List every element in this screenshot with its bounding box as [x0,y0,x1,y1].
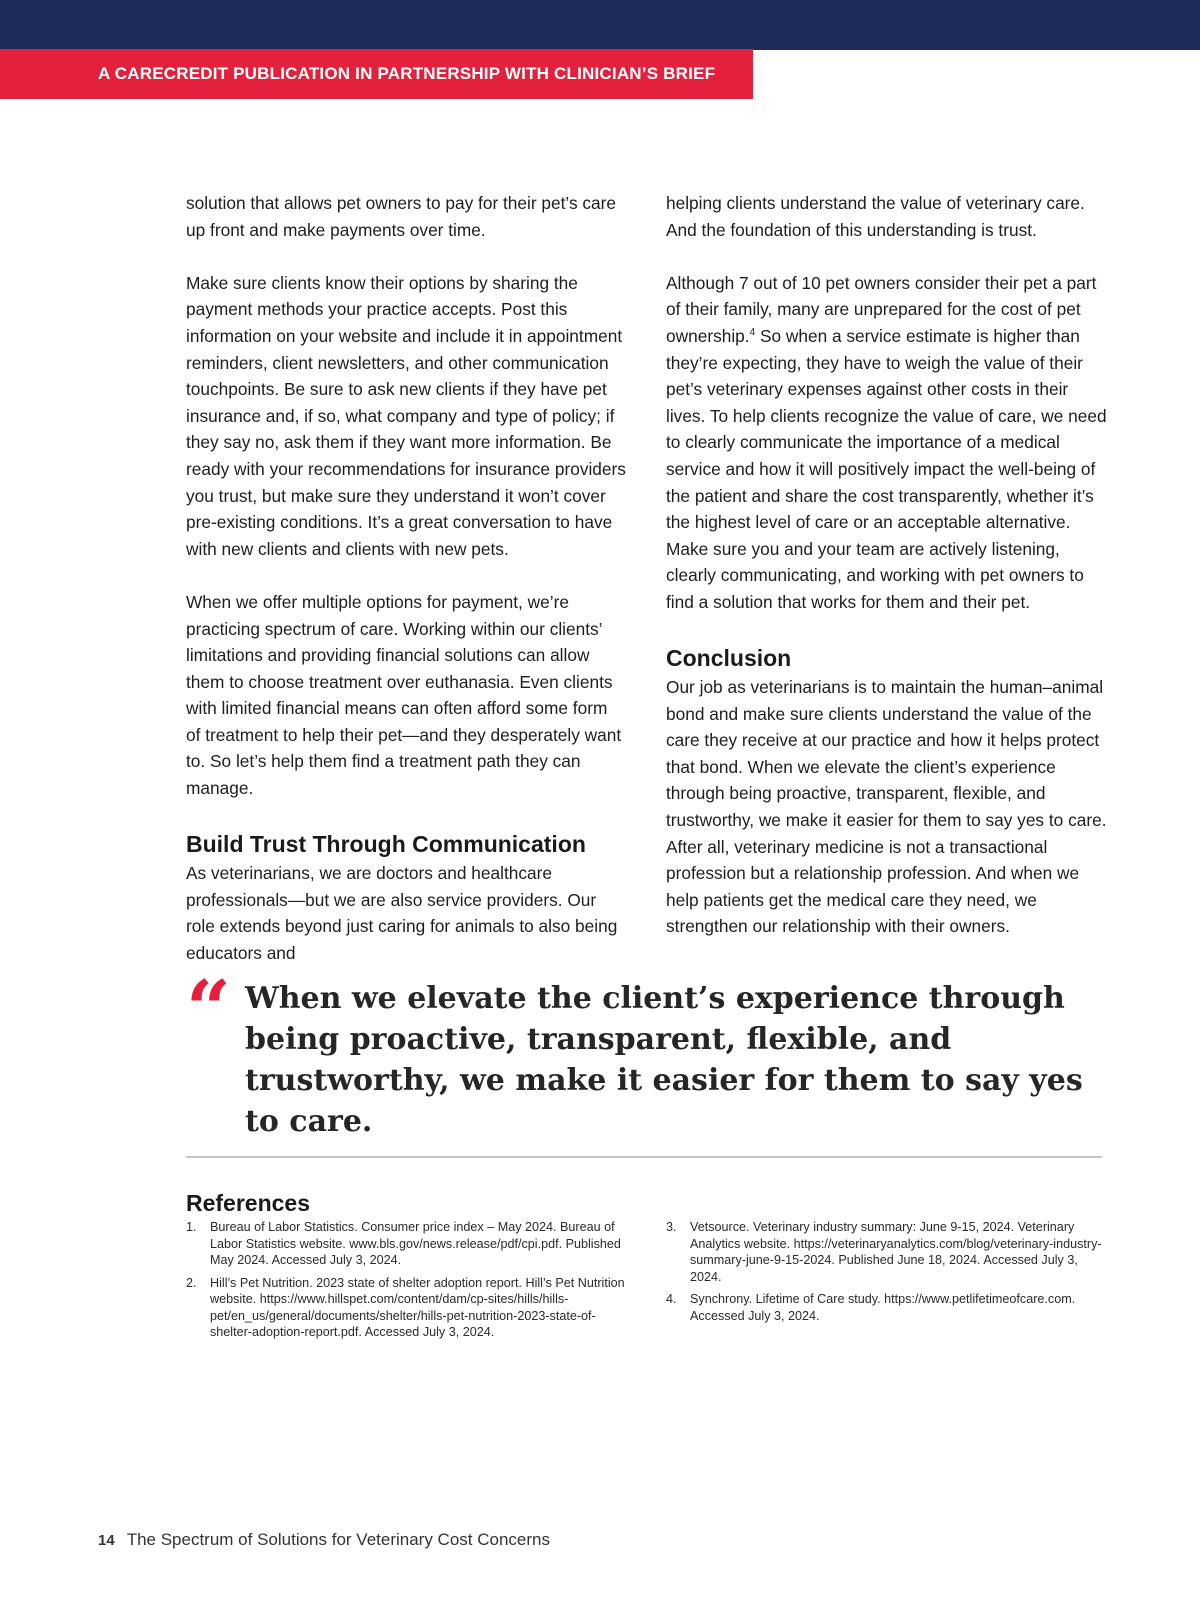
references-list-left [186,1219,626,1347]
right-paragraph-3: Our job as veterinarians is to maintain the human–animal bond and make sure clients understand the value of the care they receive at our practice and how it helps protect that bond. When we elevate the client’s experience through being proactive, transparent, flexible, and trustworthy, we make it easier for them to say yes to care. After all, veterinary medicine is not a transactional profession but a relationship profession. And when we help patients get the medical care they need, we strengthen our relationship with their owners. [666,677,1107,937]
reference-number: 4. [666,1292,677,1306]
publication-banner: A CARECREDIT PUBLICATION IN PARTNERSHIP WITH CLINICIAN’S BRIEF [0,49,753,99]
divider [186,1156,1102,1158]
page-number: 14 [98,1532,115,1549]
left-paragraph-3: When we offer multiple options for payment, we’re practicing spectrum of care. Working within our clients’ limitations and providing financial solutions can allow them to choose treatment over euthanasia. Even clients with limited financial means can often afford some form of treatment to help their pet—and they desperately want to. So let’s help them find a treatment path they can manage. [186,591,622,799]
citation-superscript: 4 [749,327,756,339]
reference-item [186,1275,626,1341]
reference-number: 2. [186,1275,197,1290]
left-paragraph-1: solution that allows pet owners to pay for their pet’s care up front and make payments over time. [186,193,617,240]
right-paragraph-2 [666,270,1112,616]
references-title: References [186,1190,311,1216]
section-heading-build-trust: Build Trust Through Communication [186,831,586,858]
top-navy-bar [0,0,1200,50]
pull-quote-text: When we elevate the client’s experience through being proactive, transparent, flexible, and trustworthy, we make it easier for them to say yes to care. [245,981,1083,1139]
left-paragraph-2: Make sure clients know their options by sharing the payment methods your practice accepts. Post this information on your website and include it in appointment reminders, client newsletters, and other communication touchpoints. Be sure to ask new clients if they have pet insurance and, if so, what company and type of policy; if they say no, ask them if they want more information. Be ready with your recommendations for insurance providers you trust, but make sure they understand it won’t cover pre-existing conditions. It’s a great conversation to have with new clients and clients with new pets. [186,272,626,559]
page-footer [98,1530,550,1550]
footer-title: The Spectrum of Solutions for Veterinary Cost Concerns [126,1530,550,1549]
left-paragraph-4: As veterinarians, we are doctors and healthcare professionals—but we are also service providers. Our role extends beyond just caring for animals to also being educators and [186,863,618,964]
reference-text: Vetsource. Veterinary industry summary: June 9-15, 2024. Veterinary Analytics website. https://veterinaryanalytics.com/blog/veterinary-industry-summary-june-9-15-2024. Published June 18, 2024. Accessed July 3, 2024. [690,1220,1102,1284]
reference-number: 1. [186,1220,197,1234]
reference-number: 3. [666,1220,677,1234]
reference-text: Bureau of Labor Statistics. Consumer price index – May 2024. Bureau of Labor Statistics website. www.bls.gov/news.release/pdf/cpi.pdf. Published May 2024. Accessed July 3, 2024. [210,1220,621,1267]
right-paragraph-2-end: So when a service estimate is higher than they’re expecting, they have to weigh the value of their pet’s veterinary expenses against other costs in their lives. To help clients recognize the value of care, we need to clearly communicate the importance of a medical service and how it will positively impact the well-being of the patient and share the cost transparently, whether it’s the highest level of care or an acceptable alternative. Make sure you and your team are actively listening, clearly communicating, and working with pet owners to find a solution that works for them and their pet. [666,325,1107,612]
left-column [186,190,626,967]
reference-item [666,1219,1106,1285]
reference-text: Synchrony. Lifetime of Care study. https://www.petlifetimeofcare.com. Accessed July 3, 2024. [690,1292,1076,1323]
quote-mark-icon: “ [186,964,231,1055]
reference-item [666,1291,1106,1324]
section-heading-conclusion: Conclusion [666,645,792,672]
right-paragraph-1: helping clients understand the value of veterinary care. And the foundation of this understanding is trust. [666,193,1085,240]
reference-text: Hill’s Pet Nutrition. 2023 state of shelter adoption report. Hill’s Pet Nutrition website. https://www.hillspet.com/content/dam/cp-sites/hills/hills-pet/en_us/general/documents/shelter/hills-pet-nutrition-2023-state-of-shelter-adoption-report.pdf. Accessed July 3, 2024. [210,1275,625,1339]
references-list-right [666,1219,1106,1330]
reference-item [186,1219,626,1269]
right-column [666,190,1112,940]
right-paragraph-2-start: Although 7 out of 10 pet owners consider their pet a part of their family, many are unprepared for the cost of pet ownership. [666,272,1097,346]
